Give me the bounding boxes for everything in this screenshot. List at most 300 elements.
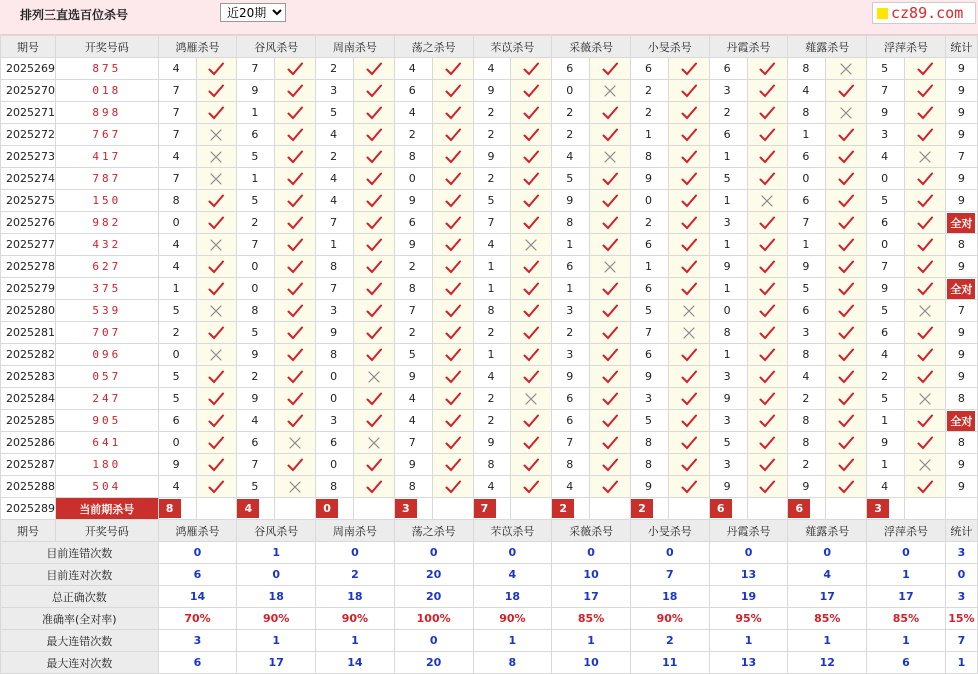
check-icon xyxy=(287,348,303,362)
row-stat-cell xyxy=(945,410,977,432)
result-mark-cell xyxy=(432,454,473,476)
row-stat-cell: 9 xyxy=(945,190,977,212)
winning-number-cell: 096 xyxy=(56,344,159,366)
summary-value: 20 xyxy=(394,652,473,674)
check-icon xyxy=(523,128,539,142)
kill-number-cell: 0 xyxy=(316,366,354,388)
summary-value: 0 xyxy=(158,542,237,564)
column-header-expert[interactable]: 荡之杀号 xyxy=(394,520,473,542)
check-icon xyxy=(523,436,539,450)
check-icon xyxy=(838,458,854,472)
check-icon xyxy=(445,458,461,472)
check-icon xyxy=(523,370,539,384)
result-mark-cell xyxy=(668,344,709,366)
kill-number-cell: 5 xyxy=(788,278,826,300)
kill-number-cell: 4 xyxy=(867,476,905,498)
kill-number-cell: 0 xyxy=(394,168,432,190)
period-cell: 2025273 xyxy=(1,146,56,168)
result-mark-cell xyxy=(747,432,788,454)
current-kill-spacer xyxy=(904,498,945,520)
column-header-period: 期号 xyxy=(1,36,56,58)
period-cell: 2025284 xyxy=(1,388,56,410)
check-icon xyxy=(681,216,697,230)
kill-number-cell: 1 xyxy=(158,278,196,300)
kill-number-cell: 2 xyxy=(473,322,511,344)
check-icon xyxy=(208,216,224,230)
kill-number-cell: 0 xyxy=(237,256,275,278)
column-header-expert[interactable]: 荡之杀号 xyxy=(394,36,473,58)
cross-icon xyxy=(917,458,933,472)
row-stat-cell: 9 xyxy=(945,454,977,476)
kill-number-cell: 2 xyxy=(473,124,511,146)
check-icon xyxy=(681,480,697,494)
summary-value: 0 xyxy=(316,542,395,564)
kill-number-cell: 0 xyxy=(316,388,354,410)
result-mark-cell xyxy=(747,256,788,278)
kill-number-cell: 8 xyxy=(394,278,432,300)
result-mark-cell xyxy=(353,300,394,322)
winning-number-cell: 707 xyxy=(56,322,159,344)
kill-number-cell: 6 xyxy=(158,410,196,432)
cross-icon xyxy=(681,326,697,340)
result-mark-cell xyxy=(904,476,945,498)
result-mark-cell xyxy=(747,190,788,212)
kill-number-cell: 3 xyxy=(552,344,590,366)
kill-number-cell: 4 xyxy=(316,124,354,146)
check-icon xyxy=(917,414,933,428)
check-icon xyxy=(366,106,382,120)
kill-number-cell: 3 xyxy=(709,366,747,388)
kill-number-cell: 2 xyxy=(473,102,511,124)
column-header-expert[interactable]: 周南杀号 xyxy=(316,36,395,58)
check-icon xyxy=(523,326,539,340)
current-kill-badge: 2 xyxy=(552,499,574,518)
result-mark-cell xyxy=(668,190,709,212)
check-icon xyxy=(602,238,618,252)
kill-number-cell: 5 xyxy=(158,388,196,410)
result-mark-cell xyxy=(511,432,552,454)
summary-value: 0 xyxy=(394,542,473,564)
column-header-expert[interactable]: 小旻杀号 xyxy=(630,520,709,542)
kill-number-cell: 9 xyxy=(630,366,668,388)
period-cell: 2025283 xyxy=(1,366,56,388)
table-row xyxy=(1,80,978,102)
kill-number-cell: 1 xyxy=(709,278,747,300)
check-icon xyxy=(366,150,382,164)
result-mark-cell xyxy=(353,168,394,190)
column-header-expert[interactable]: 小旻杀号 xyxy=(630,36,709,58)
column-header-expert[interactable]: 采薇杀号 xyxy=(552,520,631,542)
check-icon xyxy=(523,348,539,362)
table-row xyxy=(1,278,978,300)
result-mark-cell xyxy=(747,102,788,124)
check-icon xyxy=(917,436,933,450)
check-icon xyxy=(759,392,775,406)
kill-number-cell: 6 xyxy=(630,58,668,80)
kill-number-cell: 1 xyxy=(867,410,905,432)
column-header-expert[interactable]: 鸿雁杀号 xyxy=(158,36,237,58)
result-mark-cell xyxy=(590,212,631,234)
check-icon xyxy=(681,458,697,472)
summary-value: 20 xyxy=(394,586,473,608)
period-cell: 2025288 xyxy=(1,476,56,498)
column-header-expert[interactable]: 芣苡杀号 xyxy=(473,36,552,58)
summary-value: 1 xyxy=(473,630,552,652)
result-mark-cell xyxy=(353,388,394,410)
kill-number-cell: 0 xyxy=(867,168,905,190)
check-icon xyxy=(917,62,933,76)
check-icon xyxy=(366,194,382,208)
kill-number-cell: 2 xyxy=(473,388,511,410)
result-mark-cell xyxy=(353,58,394,80)
kill-number-cell: 6 xyxy=(709,58,747,80)
kill-number-cell: 3 xyxy=(709,410,747,432)
check-icon xyxy=(917,194,933,208)
check-icon xyxy=(366,84,382,98)
result-mark-cell xyxy=(668,432,709,454)
check-icon xyxy=(445,480,461,494)
result-mark-cell xyxy=(747,146,788,168)
summary-row xyxy=(1,652,978,674)
result-mark-cell xyxy=(196,146,237,168)
cross-icon xyxy=(838,106,854,120)
result-mark-cell xyxy=(826,476,867,498)
check-icon xyxy=(681,282,697,296)
column-header-expert[interactable]: 薤露杀号 xyxy=(788,36,867,58)
current-kill-spacer xyxy=(590,498,631,520)
check-icon xyxy=(759,238,775,252)
check-icon xyxy=(366,238,382,252)
result-mark-cell xyxy=(511,102,552,124)
result-mark-cell xyxy=(353,146,394,168)
current-kill-cell xyxy=(158,498,196,520)
result-mark-cell xyxy=(511,322,552,344)
kill-number-cell: 4 xyxy=(552,476,590,498)
result-mark-cell xyxy=(826,300,867,322)
kill-number-cell: 1 xyxy=(788,124,826,146)
row-stat-cell: 8 xyxy=(945,432,977,454)
check-icon xyxy=(208,392,224,406)
result-mark-cell xyxy=(275,344,316,366)
check-icon xyxy=(681,370,697,384)
row-stat-cell: 9 xyxy=(945,476,977,498)
check-icon xyxy=(445,84,461,98)
check-icon xyxy=(602,106,618,120)
kill-number-cell: 7 xyxy=(788,212,826,234)
result-mark-cell xyxy=(275,124,316,146)
current-kill-cell xyxy=(316,498,354,520)
kill-number-cell: 2 xyxy=(630,102,668,124)
check-icon xyxy=(523,216,539,230)
kill-number-cell: 8 xyxy=(552,212,590,234)
result-mark-cell xyxy=(275,366,316,388)
result-mark-cell xyxy=(826,168,867,190)
kill-number-cell: 9 xyxy=(867,432,905,454)
winning-number-cell: 432 xyxy=(56,234,159,256)
kill-number-cell: 3 xyxy=(709,80,747,102)
kill-number-cell: 1 xyxy=(237,168,275,190)
kill-number-cell: 0 xyxy=(237,278,275,300)
result-mark-cell xyxy=(904,256,945,278)
check-icon xyxy=(287,172,303,186)
cross-icon xyxy=(838,62,854,76)
check-icon xyxy=(838,436,854,450)
period-cell: 2025271 xyxy=(1,102,56,124)
summary-value: 90% xyxy=(630,608,709,630)
result-mark-cell xyxy=(590,410,631,432)
result-mark-cell xyxy=(590,124,631,146)
result-mark-cell xyxy=(511,58,552,80)
result-mark-cell xyxy=(275,278,316,300)
column-header-expert[interactable]: 谷风杀号 xyxy=(237,520,316,542)
result-mark-cell xyxy=(668,80,709,102)
summary-value: 20 xyxy=(394,564,473,586)
summary-value: 6 xyxy=(158,652,237,674)
summary-label: 最大连对次数 xyxy=(1,652,159,674)
cross-icon xyxy=(602,260,618,274)
check-icon xyxy=(838,172,854,186)
kill-number-cell: 4 xyxy=(473,366,511,388)
result-mark-cell xyxy=(747,454,788,476)
summary-value: 90% xyxy=(316,608,395,630)
kill-number-cell: 8 xyxy=(316,256,354,278)
result-mark-cell xyxy=(590,432,631,454)
result-mark-cell xyxy=(590,300,631,322)
result-mark-cell xyxy=(196,322,237,344)
period-range-select[interactable] xyxy=(220,3,286,22)
result-mark-cell xyxy=(747,80,788,102)
kill-number-cell: 2 xyxy=(158,322,196,344)
check-icon xyxy=(838,304,854,318)
result-mark-cell xyxy=(275,234,316,256)
kill-number-cell: 6 xyxy=(394,212,432,234)
kill-number-cell: 2 xyxy=(394,322,432,344)
result-mark-cell xyxy=(196,256,237,278)
result-mark-cell xyxy=(353,432,394,454)
check-icon xyxy=(602,128,618,142)
summary-label: 目前连错次数 xyxy=(1,542,159,564)
check-icon xyxy=(838,260,854,274)
column-header-expert[interactable]: 谷风杀号 xyxy=(237,36,316,58)
result-mark-cell xyxy=(432,234,473,256)
check-icon xyxy=(366,392,382,406)
kill-number-cell: 6 xyxy=(552,58,590,80)
current-kill-label: 当前期杀号 xyxy=(56,498,159,520)
result-mark-cell xyxy=(275,102,316,124)
column-header-expert[interactable]: 浮萍杀号 xyxy=(867,36,946,58)
result-mark-cell xyxy=(511,124,552,146)
table-row xyxy=(1,300,978,322)
cross-icon xyxy=(602,84,618,98)
result-mark-cell xyxy=(275,146,316,168)
winning-number-cell: 018 xyxy=(56,80,159,102)
table-row xyxy=(1,124,978,146)
result-mark-cell xyxy=(432,102,473,124)
column-header-expert[interactable]: 采薇杀号 xyxy=(552,36,631,58)
cross-icon xyxy=(208,172,224,186)
kill-number-cell: 7 xyxy=(237,454,275,476)
kill-number-cell: 7 xyxy=(158,168,196,190)
check-icon xyxy=(208,84,224,98)
check-icon xyxy=(208,194,224,208)
result-mark-cell xyxy=(826,58,867,80)
result-mark-cell xyxy=(432,190,473,212)
kill-number-cell: 1 xyxy=(552,278,590,300)
period-cell: 2025275 xyxy=(1,190,56,212)
kill-number-cell: 1 xyxy=(473,256,511,278)
column-header-expert[interactable]: 丹霞杀号 xyxy=(709,520,788,542)
kill-number-cell: 4 xyxy=(237,410,275,432)
kill-number-cell: 9 xyxy=(709,256,747,278)
check-icon xyxy=(208,370,224,384)
kill-number-cell: 9 xyxy=(394,454,432,476)
result-mark-cell xyxy=(826,322,867,344)
column-header-expert[interactable]: 浮萍杀号 xyxy=(867,520,946,542)
row-stat-cell: 7 xyxy=(945,146,977,168)
result-mark-cell xyxy=(826,212,867,234)
check-icon xyxy=(445,392,461,406)
result-mark-cell xyxy=(511,476,552,498)
summary-value: 18 xyxy=(630,586,709,608)
summary-value: 1 xyxy=(237,630,316,652)
result-mark-cell xyxy=(590,344,631,366)
check-icon xyxy=(445,194,461,208)
period-cell: 2025277 xyxy=(1,234,56,256)
summary-stat-value: 1 xyxy=(945,652,977,674)
table-header-bottom xyxy=(1,520,978,542)
cross-icon xyxy=(917,304,933,318)
kill-number-cell: 9 xyxy=(867,102,905,124)
kill-number-cell: 5 xyxy=(630,300,668,322)
check-icon xyxy=(759,458,775,472)
summary-value: 1 xyxy=(867,564,946,586)
result-mark-cell xyxy=(747,58,788,80)
result-mark-cell xyxy=(747,410,788,432)
kill-number-cell: 4 xyxy=(158,58,196,80)
result-mark-cell xyxy=(668,168,709,190)
result-mark-cell xyxy=(590,168,631,190)
result-mark-cell xyxy=(904,300,945,322)
check-icon xyxy=(287,260,303,274)
check-icon xyxy=(681,238,697,252)
current-kill-cell xyxy=(867,498,905,520)
result-mark-cell xyxy=(826,146,867,168)
kill-number-cell: 0 xyxy=(867,234,905,256)
row-stat-cell: 9 xyxy=(945,124,977,146)
kill-number-cell: 6 xyxy=(552,410,590,432)
kill-number-cell: 0 xyxy=(552,80,590,102)
kill-number-cell: 7 xyxy=(158,102,196,124)
result-mark-cell xyxy=(590,454,631,476)
table-row xyxy=(1,454,978,476)
result-mark-cell xyxy=(826,256,867,278)
result-mark-cell xyxy=(747,300,788,322)
check-icon xyxy=(681,392,697,406)
result-mark-cell xyxy=(275,454,316,476)
result-mark-cell xyxy=(432,476,473,498)
result-mark-cell xyxy=(511,454,552,476)
check-icon xyxy=(366,348,382,362)
kill-number-cell: 2 xyxy=(394,256,432,278)
check-icon xyxy=(208,414,224,428)
logo-square-icon xyxy=(877,8,888,19)
current-kill-badge: 0 xyxy=(316,499,338,518)
check-icon xyxy=(602,282,618,296)
summary-label: 总正确次数 xyxy=(1,586,159,608)
check-icon xyxy=(917,326,933,340)
site-logo[interactable] xyxy=(872,2,976,24)
check-icon xyxy=(523,62,539,76)
check-icon xyxy=(838,480,854,494)
result-mark-cell xyxy=(668,476,709,498)
check-icon xyxy=(445,238,461,252)
summary-value: 18 xyxy=(473,586,552,608)
column-header-expert[interactable]: 薤露杀号 xyxy=(788,520,867,542)
check-icon xyxy=(759,150,775,164)
check-icon xyxy=(681,62,697,76)
row-stat-cell: 9 xyxy=(945,322,977,344)
result-mark-cell xyxy=(432,278,473,300)
check-icon xyxy=(838,348,854,362)
kill-number-cell: 9 xyxy=(867,278,905,300)
check-icon xyxy=(523,194,539,208)
table-row xyxy=(1,256,978,278)
page-title: 排列三直选百位杀号 xyxy=(20,8,129,22)
table-row xyxy=(1,234,978,256)
kill-number-cell: 6 xyxy=(316,432,354,454)
row-stat-cell: 9 xyxy=(945,80,977,102)
result-mark-cell xyxy=(432,80,473,102)
check-icon xyxy=(208,480,224,494)
check-icon xyxy=(602,480,618,494)
kill-number-cell: 4 xyxy=(473,476,511,498)
check-icon xyxy=(523,458,539,472)
result-mark-cell xyxy=(826,366,867,388)
result-mark-cell xyxy=(511,190,552,212)
kill-number-cell: 9 xyxy=(552,190,590,212)
all-correct-badge: 全对 xyxy=(947,411,975,431)
summary-value: 90% xyxy=(237,608,316,630)
check-icon xyxy=(445,150,461,164)
current-kill-cell xyxy=(709,498,747,520)
column-header-expert[interactable]: 芣苡杀号 xyxy=(473,520,552,542)
kill-number-cell: 5 xyxy=(237,322,275,344)
kill-number-cell: 2 xyxy=(867,366,905,388)
result-mark-cell xyxy=(511,388,552,410)
result-mark-cell xyxy=(590,388,631,410)
cross-icon xyxy=(366,370,382,384)
summary-value: 100% xyxy=(394,608,473,630)
check-icon xyxy=(287,62,303,76)
column-header-period: 期号 xyxy=(1,520,56,542)
kill-number-cell: 2 xyxy=(788,388,826,410)
check-icon xyxy=(366,172,382,186)
column-header-expert[interactable]: 周南杀号 xyxy=(316,520,395,542)
check-icon xyxy=(759,84,775,98)
kill-number-cell: 8 xyxy=(788,58,826,80)
check-icon xyxy=(602,194,618,208)
check-icon xyxy=(681,150,697,164)
row-stat-cell: 9 xyxy=(945,58,977,80)
column-header-expert[interactable]: 丹霞杀号 xyxy=(709,36,788,58)
winning-number-cell: 180 xyxy=(56,454,159,476)
column-header-expert[interactable]: 鸿雁杀号 xyxy=(158,520,237,542)
kill-number-cell: 7 xyxy=(237,58,275,80)
kill-number-cell: 8 xyxy=(473,454,511,476)
result-mark-cell xyxy=(590,102,631,124)
kill-number-cell: 5 xyxy=(237,146,275,168)
result-mark-cell xyxy=(826,432,867,454)
